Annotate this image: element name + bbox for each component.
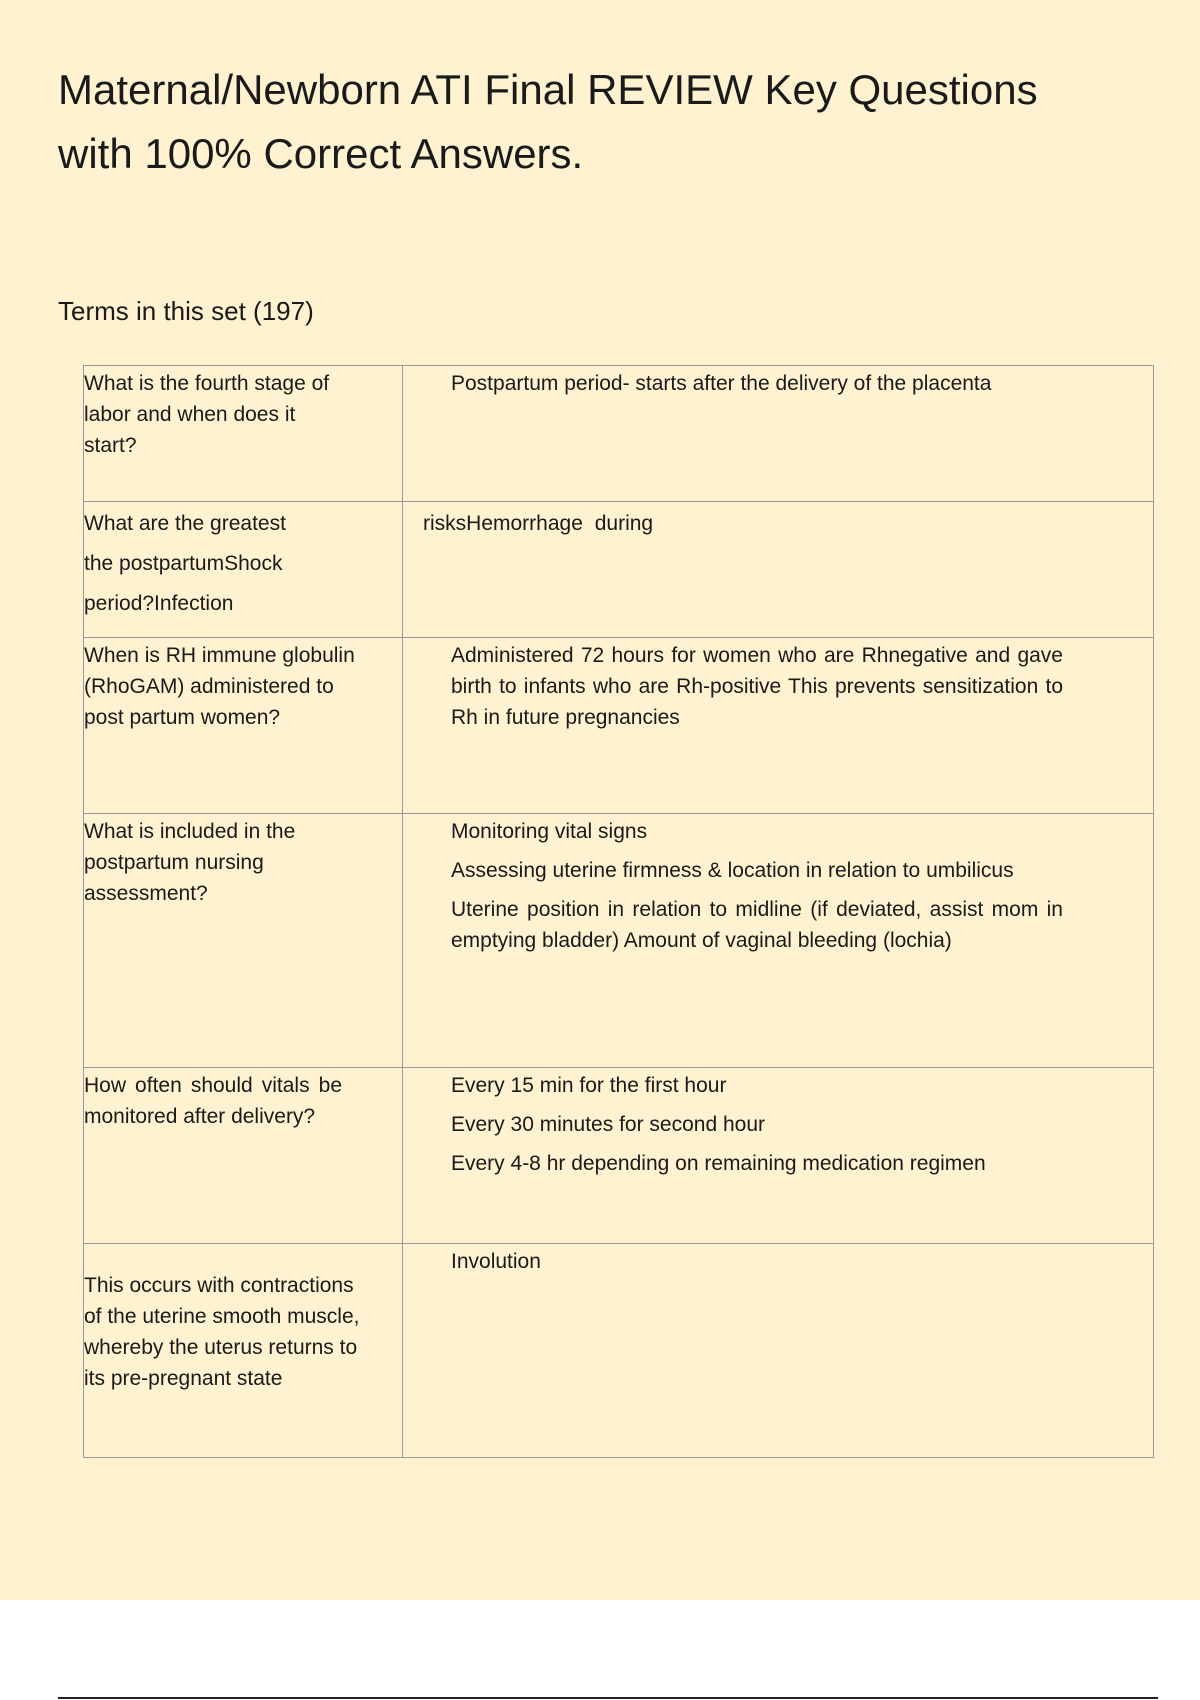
- term-answer: Involution: [403, 1244, 1154, 1458]
- term-answer: Administered 72 hours for women who are Rhnegative and gave birth to infants who are Rh-positive This prevents sensitization to Rh in future pregnancies: [403, 638, 1154, 814]
- document-title: [58, 58, 1158, 186]
- table-row: [84, 366, 1154, 502]
- term-answer: Postpartum period- starts after the delivery of the placenta: [403, 366, 1154, 502]
- title-line-1: Maternal/Newborn ATI Final REVIEW Key Questions: [58, 66, 1038, 113]
- term-answer: risksHemorrhage during: [403, 502, 1154, 638]
- term-question: What is included in the postpartum nursing assessment?: [84, 814, 403, 1068]
- term-answer: Every 15 min for the first hour Every 30 minutes for second hour Every 4-8 hr depending on remaining medication regimen: [403, 1068, 1154, 1244]
- table-row: [84, 1068, 1154, 1244]
- term-question: When is RH immune globulin (RhoGAM) administered to post partum women?: [84, 638, 403, 814]
- footer-rule: [58, 1697, 1158, 1699]
- term-answer: Monitoring vital signs Assessing uterine firmness & location in relation to umbilicus Uterine position in relation to midline (if deviated, assist mom in emptying bladder) Amount of vaginal bleeding (lochia): [403, 814, 1154, 1068]
- term-question: This occurs with contractions of the uterine smooth muscle, whereby the uterus returns to its pre-pregnant state: [84, 1244, 403, 1458]
- term-question: How often should vitals be monitored after delivery?: [84, 1068, 403, 1244]
- table-row: [84, 502, 1154, 638]
- terms-count: Terms in this set (197): [58, 296, 314, 326]
- table-row: [84, 1244, 1154, 1458]
- title-line-2: with 100% Correct Answers.: [58, 130, 584, 177]
- table-row: [84, 814, 1154, 1068]
- terms-table: [83, 365, 1154, 1458]
- term-question: What are the greatest the postpartumShock period?Infection: [84, 502, 403, 638]
- term-question: What is the fourth stage of labor and when does it start?: [84, 366, 403, 502]
- table-row: [84, 638, 1154, 814]
